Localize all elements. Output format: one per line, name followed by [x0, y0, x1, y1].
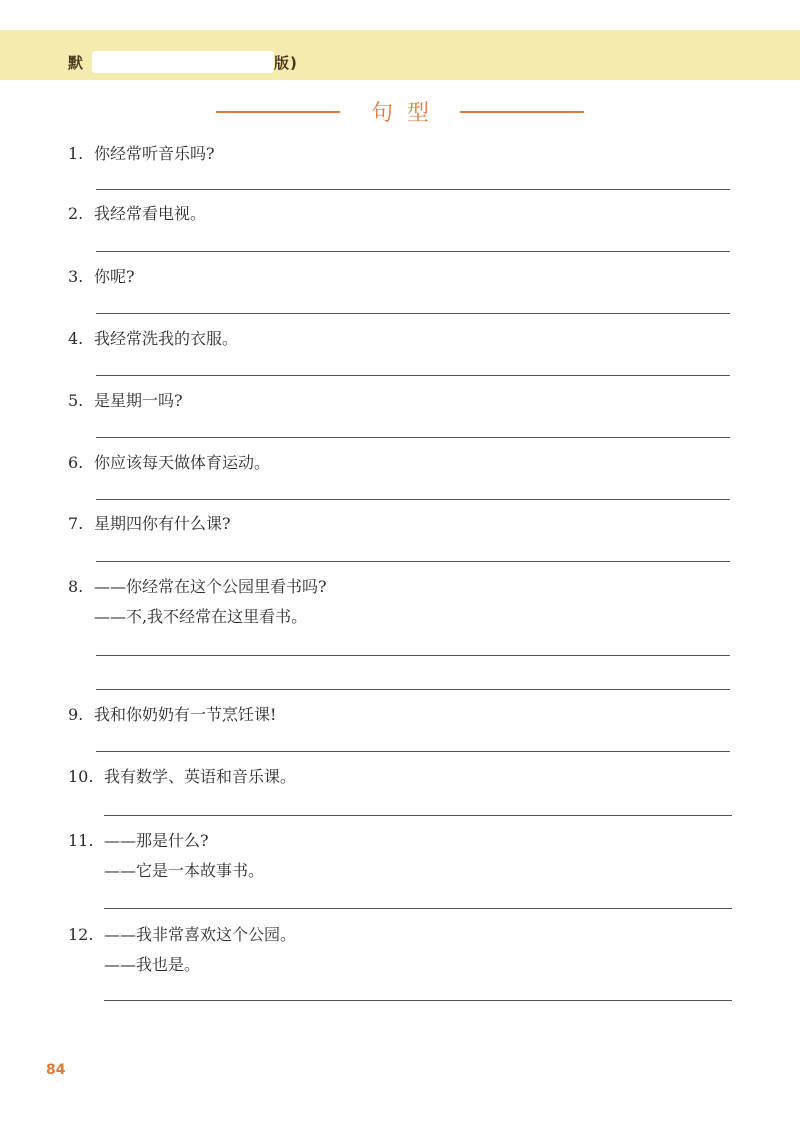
item-text-question: ——那是什么? [104, 831, 209, 850]
answer-line-10[interactable] [104, 815, 732, 816]
answer-line-6[interactable] [96, 499, 730, 500]
answer-line-7[interactable] [96, 561, 730, 562]
answer-line-8a[interactable] [96, 655, 730, 656]
item-text-question: ——我非常喜欢这个公园。 [104, 925, 297, 944]
answer-line-11[interactable] [104, 908, 732, 909]
title-rule-right [460, 111, 584, 113]
header-title-end: 版) [274, 54, 298, 72]
item-text-question: ——你经常在这个公园里看书吗? [94, 577, 327, 596]
section-title: 句型 [370, 101, 443, 126]
title-rule-left [216, 111, 340, 113]
answer-line-1[interactable] [96, 189, 730, 190]
answer-line-5[interactable] [96, 437, 730, 438]
item-text: 我经常洗我的衣服。 [94, 329, 239, 348]
item-text-answer: ——它是一本故事书。 [104, 861, 265, 880]
item-number: 6. [68, 453, 84, 472]
item-text-answer: ——我也是。 [104, 955, 201, 974]
answer-line-8b[interactable] [96, 689, 730, 690]
item-text: 你应该每天做体育运动。 [94, 453, 271, 472]
item-number: 2. [68, 204, 84, 223]
item-text: 你呢? [94, 267, 135, 286]
item-text-answer: ——不,我不经常在这里看书。 [94, 607, 308, 626]
item-number: 5. [68, 391, 84, 410]
header-redaction [92, 51, 274, 73]
item-text: 星期四你有什么课? [94, 514, 231, 533]
page-number: 84 [46, 1062, 66, 1078]
answer-line-9[interactable] [96, 751, 730, 752]
item-number: 11. [68, 831, 94, 850]
item-number: 4. [68, 329, 84, 348]
answer-line-4[interactable] [96, 375, 730, 376]
item-text: 你经常听音乐吗? [94, 144, 215, 163]
item-number: 1. [68, 144, 84, 163]
answer-line-3[interactable] [96, 313, 730, 314]
answer-line-2[interactable] [96, 251, 730, 252]
answer-line-12[interactable] [104, 1000, 732, 1001]
item-number: 12. [68, 925, 94, 944]
item-number: 7. [68, 514, 84, 533]
section-heading [0, 96, 800, 128]
item-text: 是星期一吗? [94, 391, 183, 410]
item-number: 3. [68, 267, 84, 286]
header-title-start: 默 [68, 54, 85, 72]
item-number: 8. [68, 577, 84, 596]
item-text: 我有数学、英语和音乐课。 [104, 767, 297, 786]
item-text: 我经常看电视。 [94, 204, 207, 223]
item-number: 9. [68, 705, 84, 724]
item-text: 我和你奶奶有一节烹饪课! [94, 705, 277, 724]
item-number: 10. [68, 767, 94, 786]
